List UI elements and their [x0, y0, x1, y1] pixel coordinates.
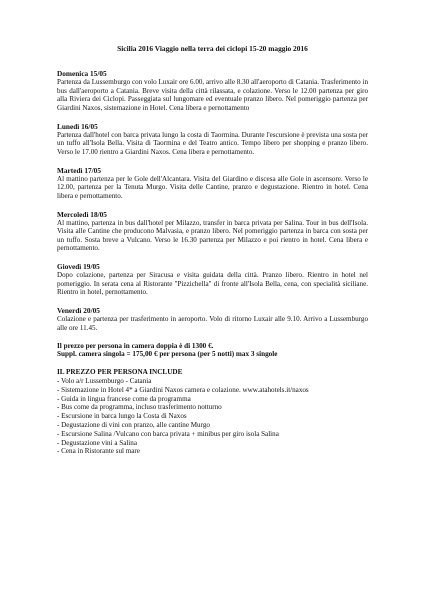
day-section	[57, 166, 368, 201]
day-title: Mercoledì 18/05	[57, 209, 107, 219]
included-title: IL PREZZO PER PERSONA INCLUDE	[57, 368, 183, 377]
included-item: - Volo a/r Lussemburgo - Catania	[57, 377, 152, 386]
day-title: Giovedì 19/05	[57, 262, 100, 271]
included-item: - Escursione Salina /Vulcano con barca privata + minibus per giro isola Salina	[57, 429, 279, 438]
day-description: Dopo colazione, partenza per Siracusa e visita guidata della città. Pranzo libero. Rientro in hotel nel pomeriggio. In serata cena al Ristorante "Pizzichella" di fronte all'Isola Bella, cena, con specialità siciliane. Rientro in hotel, pernottamento.	[57, 271, 368, 296]
day-description: Partenza da Lussemburgo con volo Luxair ore 6.00, arrivo alle 8.30 all'aeroporto di Catania. Trasferimento in bus dall'aeroporto a Catania. Breve visita della città rilassata, e colazione. Verso le 12.00 partenza per giro alla Riviera dei Ciclopi. Passeggiata sul lungomare ed eventuale pranzo libero. Nel pomeriggio partenza per Giardini Naxos, sistemazione in Hotel. Cena libera e pernottamento	[57, 78, 368, 112]
day-description: Partenza dall'hotel con barca privata lungo la costa di Taormina. Durante l'escursione è prevista una sosta per un tuffo all'Isola Bella. Visita di Taormina e del Teatro antico. Tempo libero per shopping e pranzo libero. Verso le 17.00 rientro a Giardini Naxos. Cena libera e pernottamento.	[57, 130, 368, 156]
included-item: - Escursione in barca lungo la Costa di Naxos	[57, 412, 187, 421]
included-item: - Degustazione vini a Salina	[57, 438, 137, 447]
included-item: - Bus come da programma, incluso trasferimento notturno	[57, 403, 222, 412]
included-list	[57, 377, 368, 456]
day-section	[57, 262, 368, 297]
day-title: Venerdì 20/05	[57, 306, 100, 315]
included-item: - Degustazione di vini con pranzo, alle cantine Murgo	[57, 421, 210, 430]
day-description: Colazione e partenza per trasferimento in aeroporto. Volo di ritorno Luxair alle 9.10. Arrivo a Lussemburgo alle ore 11.45.	[57, 315, 368, 332]
price-double-room: Il prezzo per persona in camera doppia è di 1300 €.	[57, 341, 214, 350]
day-section	[57, 210, 368, 253]
day-title: Martedì 17/05	[57, 165, 101, 175]
day-section	[57, 69, 368, 112]
pricing-section	[57, 342, 368, 360]
included-item: - Cena in Ristorante sul mare	[57, 447, 140, 456]
included-item: - Sistemazione in Hotel 4* a Giardini Naxos camera e colazione. www.atahotels.it/naxos	[57, 385, 309, 394]
itinerary-days	[57, 69, 368, 332]
day-description: Al mattino, partenza in bus dall'hotel per Milazzo, transfer in barca privata per Salina. Tour in bus dell'Isola. Visita alle Cantine che producono Malvasia, e pranzo libero. Nel pomeriggio partenza in barca con sosta per un tuffo. Sosta breve a Vulcano. Verso le 16.30 partenza per Milazzo e poi rientro in hotel. Cena libera e pernottamento.	[57, 218, 368, 252]
document-title: Sicilia 2016 Viaggio nella terra dei ciclopi 15-20 maggio 2016	[117, 44, 308, 53]
day-description: Al mattino partenza per le Gole dell'Alcantara. Visita del Giardino e discesa alle Gole in ascensore. Verso le 12.00, partenza per la Tenuta Murgo. Visita delle Cantine, pranzo e degustazione. Rientro in hotel. Cena libera e pernottamento.	[57, 174, 368, 200]
day-section	[57, 122, 368, 157]
day-title: Lunedì 16/05	[57, 121, 98, 131]
included-section	[57, 368, 368, 456]
day-section	[57, 306, 368, 332]
price-single-supplement: Suppl. camera singola = 175,00 € per persona (per 5 notti) max 3 singole	[57, 350, 278, 359]
included-item: - Guida in lingua francese come da programma	[57, 394, 191, 403]
day-title: Domenica 15/05	[57, 69, 107, 78]
